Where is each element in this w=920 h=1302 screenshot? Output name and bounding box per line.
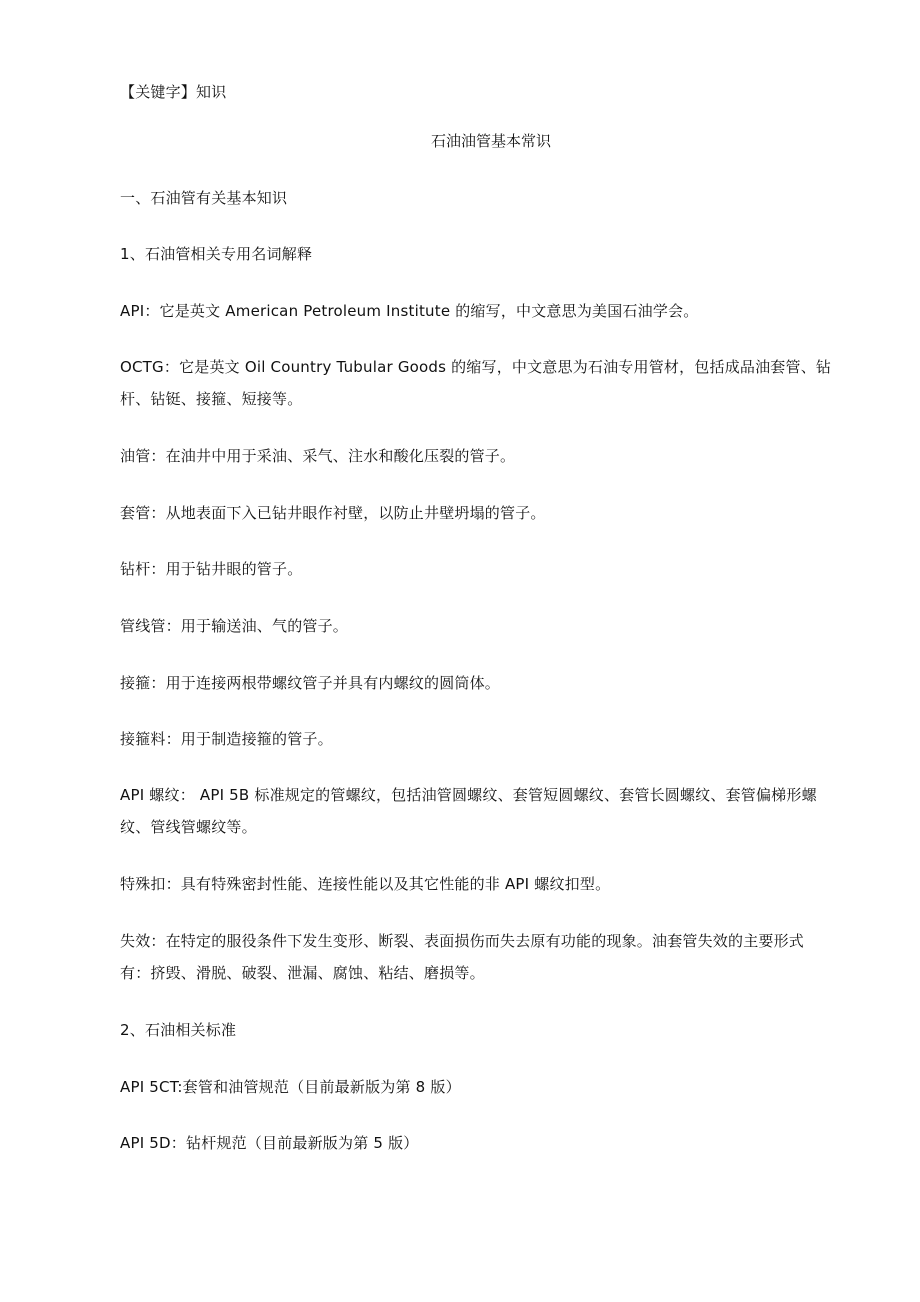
keyword-line: 【关键字】知识 (120, 83, 227, 101)
term-line-pipe: 管线管：用于输送油、气的管子。 (120, 617, 349, 635)
subsection-heading: 1、石油管相关专用名词解释 (120, 245, 313, 263)
term-api: API：它是英文 American Petroleum Institute 的缩写，中文意思为美国石油学会。 (120, 302, 699, 320)
term-coupling: 接箍：用于连接两根带螺纹管子并具有内螺纹的圆筒体。 (120, 674, 501, 692)
term-casing: 套管：从地表面下入已钻井眼作衬壁，以防止井壁坍塌的管子。 (120, 504, 546, 522)
standard-api-5d: API 5D：钻杆规范（目前最新版为第 5 版） (120, 1134, 419, 1152)
standard-api-5ct: API 5CT:套管和油管规范（目前最新版为第 8 版） (120, 1078, 461, 1096)
term-api-thread: API 螺纹： API 5B 标准规定的管螺纹，包括油管圆螺纹、套管短圆螺纹、套管长圆螺纹、套管偏梯形螺纹、管线管螺纹等。 (120, 786, 817, 836)
document-title: 石油油管基本常识 (430, 132, 551, 150)
subsection-heading-standards: 2、石油相关标准 (120, 1021, 237, 1039)
term-tubing: 油管：在油井中用于采油、采气、注水和酸化压裂的管子。 (120, 447, 516, 465)
term-coupling-stock: 接箍料：用于制造接箍的管子。 (120, 730, 333, 748)
term-failure: 失效：在特定的服役条件下发生变形、断裂、表面损伤而失去原有功能的现象。油套管失效的主要形式有：挤毁、滑脱、破裂、泄漏、腐蚀、粘结、磨损等。 (120, 932, 805, 982)
term-drill-pipe: 钻杆：用于钻井眼的管子。 (120, 560, 303, 578)
term-octg: OCTG：它是英文 Oil Country Tubular Goods 的缩写，中文意思为石油专用管材，包括成品油套管、钻杆、钻铤、接箍、短接等。 (120, 358, 832, 408)
term-premium-connection: 特殊扣：具有特殊密封性能、连接性能以及其它性能的非 API 螺纹扣型。 (120, 875, 611, 893)
section-heading: 一、石油管有关基本知识 (120, 189, 288, 207)
